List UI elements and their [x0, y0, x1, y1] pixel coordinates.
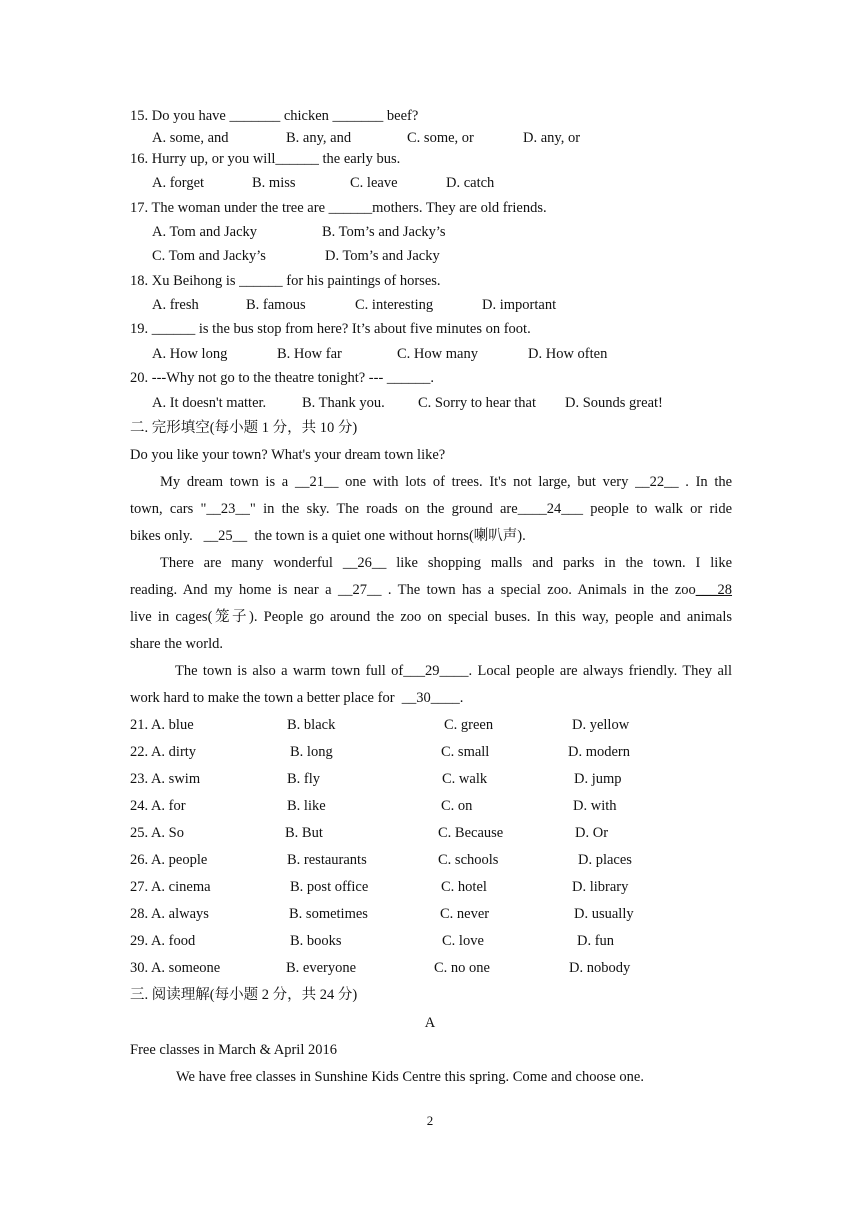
option-22b: B. long [290, 744, 333, 760]
text: My dream town is a [160, 474, 289, 490]
cloze-p1-line3 [130, 527, 526, 545]
text: There are many wonderful [160, 555, 333, 571]
option-27b: B. post office [290, 879, 369, 895]
option-25b: B. But [285, 825, 323, 841]
option-26a: 26. A. people [130, 852, 208, 868]
text: The town is also a warm town full of [175, 663, 404, 679]
option-25a: 25. A. So [130, 825, 184, 841]
option-18c: C. interesting [355, 297, 434, 313]
option-16c: C. leave [350, 175, 398, 191]
option-15d: D. any, or [523, 130, 581, 146]
blank-28: ___28 [695, 582, 733, 598]
cloze-p1-line2 [130, 500, 732, 518]
option-23a: 23. A. swim [130, 771, 201, 787]
text: one with lots of trees. It's not large, but very [345, 474, 629, 490]
option-23b: B. fly [287, 771, 321, 787]
text: reading. And my home is near a [130, 582, 332, 598]
blank-27: __27__ [337, 582, 382, 598]
option-24b: B. like [287, 798, 326, 814]
option-21a: 21. A. blue [130, 717, 194, 733]
option-26c: C. schools [438, 852, 499, 868]
text: people to walk or ride [590, 501, 733, 517]
option-28a: 28. A. always [130, 906, 209, 922]
option-26d: D. places [578, 852, 632, 868]
cloze-p2-line2 [130, 581, 732, 599]
text: the town is a quiet one without horns(喇叭声). [254, 528, 526, 544]
blank-21: __21__ [294, 474, 339, 490]
option-30a: 30. A. someone [130, 960, 221, 976]
option-21c: C. green [444, 717, 494, 733]
option-17c: C. Tom and Jacky’s [152, 248, 266, 264]
option-25c: C. Because [438, 825, 504, 841]
option-17d: D. Tom’s and Jacky [325, 248, 440, 264]
blank-30: __30____ [401, 690, 460, 706]
blank-26: __26__ [342, 555, 387, 571]
option-30d: D. nobody [569, 960, 631, 976]
blank-29: ___29____ [403, 663, 469, 679]
question-17: 17. The woman under the tree are ______mothers. They are old friends. [130, 200, 547, 216]
text: " in the sky. The roads on the ground are [249, 501, 518, 517]
text: . [459, 690, 464, 706]
cloze-intro: Do you like your town? What's your dream town like? [130, 447, 446, 463]
option-25d: D. Or [575, 825, 609, 841]
text: . Local people are always friendly. They all [468, 663, 732, 679]
option-18b: B. famous [246, 297, 306, 313]
cloze-p1-line1 [130, 473, 732, 491]
option-19d: D. How often [528, 346, 608, 362]
cloze-p2-line1 [130, 554, 732, 572]
option-30b: B. everyone [286, 960, 357, 976]
cloze-p3-line1 [130, 662, 732, 680]
option-19b: B. How far [277, 346, 342, 362]
cloze-p3-line2 [130, 689, 463, 707]
option-15b: B. any, and [286, 130, 352, 146]
reading-heading: 三. 阅读理解(每小题 2 分，共 24 分) [130, 987, 358, 1003]
option-17a: A. Tom and Jacky [152, 224, 258, 240]
option-29c: C. love [442, 933, 484, 949]
option-19c: C. How many [397, 346, 478, 362]
option-22d: D. modern [568, 744, 631, 760]
text: . In the [685, 474, 733, 490]
option-24d: D. with [573, 798, 617, 814]
option-29a: 29. A. food [130, 933, 196, 949]
option-20c: C. Sorry to hear that [418, 395, 536, 411]
option-28c: C. never [440, 906, 490, 922]
cloze-p2-line4: share the world. [130, 636, 224, 652]
blank-25: __25__ [203, 528, 248, 544]
option-27d: D. library [572, 879, 629, 895]
option-23c: C. walk [442, 771, 488, 787]
page-number: 2 [426, 1113, 434, 1128]
text: work hard to make the town a better place for [130, 690, 395, 706]
option-15a: A. some, and [152, 130, 229, 146]
option-29d: D. fun [577, 933, 615, 949]
option-21d: D. yellow [572, 717, 630, 733]
text: like shopping malls and parks in the town. I like [396, 555, 733, 571]
question-18: 18. Xu Beihong is ______ for his paintings of horses. [130, 273, 441, 289]
option-28d: D. usually [574, 906, 634, 922]
text: bikes only. [130, 528, 193, 544]
cloze-heading: 二. 完形填空(每小题 1 分，共 10 分) [130, 420, 358, 436]
option-18a: A. fresh [152, 297, 199, 313]
reading-line1: We have free classes in Sunshine Kids Centre this spring. Come and choose one. [176, 1069, 644, 1085]
option-21b: B. black [287, 717, 336, 733]
text: . The town has a special zoo. Animals in the zoo [387, 582, 696, 598]
option-23d: D. jump [574, 771, 622, 787]
option-15c: C. some, or [407, 130, 474, 146]
option-24c: C. on [441, 798, 473, 814]
option-29b: B. books [290, 933, 342, 949]
option-19a: A. How long [152, 346, 228, 362]
reading-section-label: A [424, 1015, 436, 1031]
text: town, cars " [130, 501, 207, 517]
option-30c: C. no one [434, 960, 490, 976]
option-20d: D. Sounds great! [565, 395, 663, 411]
question-19: 19. ______ is the bus stop from here? It’s about five minutes on foot. [130, 321, 531, 337]
option-27c: C. hotel [441, 879, 487, 895]
blank-23: __23__ [206, 501, 250, 517]
reading-title: Free classes in March & April 2016 [130, 1042, 337, 1058]
option-16d: D. catch [446, 175, 495, 191]
option-28b: B. sometimes [289, 906, 368, 922]
option-18d: D. important [482, 297, 557, 313]
option-17b: B. Tom’s and Jacky’s [322, 224, 446, 240]
option-22a: 22. A. dirty [130, 744, 197, 760]
blank-24: ____24___ [517, 501, 583, 517]
cloze-p2-line3: live in cages(笼子). People go around the zoo on special buses. In this way, people and animals [130, 609, 732, 625]
question-16: 16. Hurry up, or you will______ the early bus. [130, 151, 401, 167]
option-27a: 27. A. cinema [130, 879, 211, 895]
option-16b: B. miss [252, 175, 296, 191]
question-20: 20. ---Why not go to the theatre tonight? --- ______. [130, 370, 435, 386]
option-20b: B. Thank you. [302, 395, 385, 411]
option-26b: B. restaurants [287, 852, 367, 868]
option-22c: C. small [441, 744, 490, 760]
option-20a: A. It doesn't matter. [152, 395, 267, 411]
blank-22: __22__ [635, 474, 679, 490]
question-15: 15. Do you have _______ chicken _______ beef? [130, 108, 419, 124]
option-24a: 24. A. for [130, 798, 186, 814]
option-16a: A. forget [152, 175, 205, 191]
